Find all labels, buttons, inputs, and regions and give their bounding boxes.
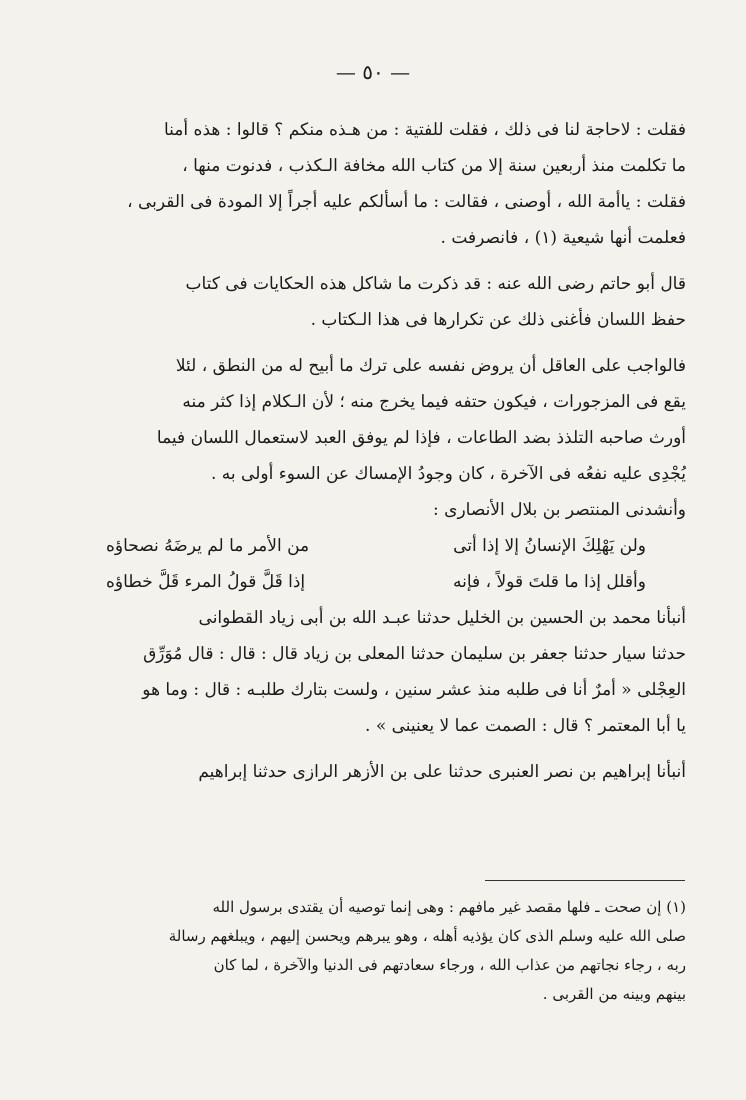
text-line: وأنشدنى المنتصر بن بلال الأنصارى : <box>433 500 686 520</box>
paragraph-5 <box>86 754 686 790</box>
footnote <box>86 893 686 1009</box>
text-line: صلى الله عليه وسلم الذى كان يؤذيه أهله ، وهو يبرهم ويحسن إليهم ، ويبلغهم رسالة <box>168 927 686 945</box>
verse-hemistich-second: من الأمر ما لم يرضَهُ نصحاؤه <box>106 536 310 556</box>
footnote-divider <box>485 880 685 881</box>
text-line: أنبأنا محمد بن الحسين بن الخليل حدثنا عبـد الله بن أبى زياد القطوانى <box>198 608 686 628</box>
footnote-text <box>86 893 686 1009</box>
text-line: حدثنا سيار حدثنا جعفر بن سليمان حدثنا المعلى بن زياد قال : قال : قال مُوَرِّق <box>143 644 686 664</box>
verse-hemistich-second: إذا قَلَّ قولُ المرء قَلَّ خطاؤه <box>106 572 306 592</box>
text-line: ما تكلمت منذ أربعين سنة إلا من كتاب الله مخافة الـكذب ، فدنوت منها ، <box>182 156 686 176</box>
text-line: بينهم وبينه من القربى . <box>542 985 686 1003</box>
text-line: فقلت : ياأمة الله ، أوصنى ، فقالت : ما أسألكم عليه أجراً إلا المودة فى القربى ، <box>127 192 686 212</box>
text-line: أنبأنا إبراهيم بن نصر العنبرى حدثنا على بن الأزهر الرازى حدثنا إبراهيم <box>198 762 686 782</box>
verse-hemistich-first: وأقلل إذا ما قلتَ قولاً ، فإنه <box>453 572 646 592</box>
text-line: أورث صاحبه التلذذ بضد الطاعات ، فإذا لم يوفق العبد لاستعمال اللسان فيما <box>156 428 686 448</box>
text-line: (١) إن صحت ـ فلها مقصد غير مافهم : وهى إنما توصيه أن يقتدى برسول الله <box>212 898 686 916</box>
text-line: يُجْدِى عليه نفعُه فى الآخرة ، كان وجودُ الإمساك عن السوء أولى به . <box>210 464 686 484</box>
text-line: فعلمت أنها شيعية (١) ، فانصرفت . <box>440 228 686 248</box>
main-text <box>86 112 686 790</box>
text-line: يقع فى المزجورات ، فيكون حتفه فيما يخرج منه ؛ لأن الـكلام إذا كثر منه <box>182 392 686 412</box>
paragraph-4 <box>86 600 686 744</box>
page-number: — ٥٠ — <box>335 60 411 84</box>
text-line: قال أبو حاتم رضى الله عنه : قد ذكرت ما شاكل هذه الحكايات فى كتاب <box>185 274 686 294</box>
text-line: ربه ، رجاء نجاتهم من عذاب الله ، ورجاء سعادتهم فى الدنيا والآخرة ، لما كان <box>213 956 686 974</box>
paragraph-3 <box>86 348 686 528</box>
verse-1 <box>86 528 686 564</box>
text-line: فالواجب على العاقل أن يروض نفسه على ترك ما أبيح له من النطق ، لئلا <box>175 356 686 376</box>
paragraph-2 <box>86 266 686 338</box>
verse-hemistich-first: ولن يَهْلِكَ الإنسانُ إلا إذا أتى <box>453 536 646 556</box>
text-line: حفظ اللسان فأغنى ذلك عن تكرارها فى هذا الـكتاب . <box>310 310 686 330</box>
text-line: فقلت : لاحاجة لنا فى ذلك ، فقلت للفتية : من هـذه منكم ؟ قالوا : هذه أمنا <box>164 120 686 140</box>
verse-2 <box>86 564 686 600</box>
text-line: يا أبا المعتمر ؟ قال : الصمت عما لا يعنينى » . <box>365 716 686 736</box>
paragraph-1 <box>86 112 686 256</box>
text-line: العِجْلى « أمرٌ أنا فى طلبه منذ عشر سنين ، ولست بتارك طلبـه : قال : وما هو <box>142 680 686 700</box>
